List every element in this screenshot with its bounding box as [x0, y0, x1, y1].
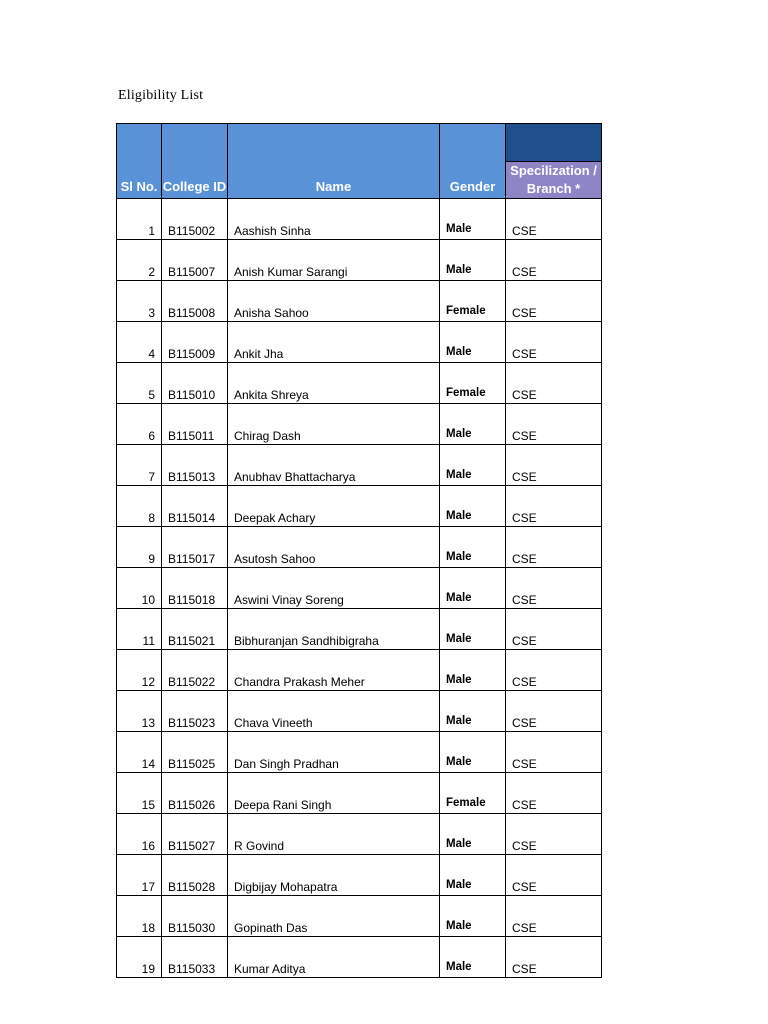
cell-college-id: B115010	[162, 363, 228, 404]
cell-college-id: B115030	[162, 896, 228, 937]
table-header-row	[117, 124, 602, 199]
cell-name: Chava Vineeth	[228, 691, 440, 732]
cell-college-id: B115026	[162, 773, 228, 814]
table-row	[117, 814, 602, 855]
header-specialization-label: Specilization / Branch *	[506, 162, 601, 198]
cell-name: Aashish Sinha	[228, 199, 440, 240]
cell-name: Aswini Vinay Soreng	[228, 568, 440, 609]
cell-gender: Male	[440, 609, 506, 650]
header-specialization	[506, 124, 602, 199]
cell-specialization: CSE	[506, 650, 602, 691]
cell-name: Anubhav Bhattacharya	[228, 445, 440, 486]
cell-name: Chandra Prakash Meher	[228, 650, 440, 691]
cell-sl: 18	[117, 896, 162, 937]
cell-college-id: B115017	[162, 527, 228, 568]
cell-college-id: B115013	[162, 445, 228, 486]
cell-specialization: CSE	[506, 445, 602, 486]
cell-name: Deepa Rani Singh	[228, 773, 440, 814]
cell-specialization: CSE	[506, 527, 602, 568]
cell-gender: Male	[440, 486, 506, 527]
table-row	[117, 773, 602, 814]
cell-college-id: B115009	[162, 322, 228, 363]
cell-sl: 11	[117, 609, 162, 650]
cell-specialization: CSE	[506, 199, 602, 240]
cell-name: Anish Kumar Sarangi	[228, 240, 440, 281]
cell-gender: Female	[440, 281, 506, 322]
cell-name: Digbijay Mohapatra	[228, 855, 440, 896]
table-row	[117, 896, 602, 937]
cell-sl: 12	[117, 650, 162, 691]
cell-gender: Male	[440, 199, 506, 240]
cell-name: Asutosh Sahoo	[228, 527, 440, 568]
cell-name: Deepak Achary	[228, 486, 440, 527]
cell-specialization: CSE	[506, 896, 602, 937]
cell-sl: 9	[117, 527, 162, 568]
cell-sl: 17	[117, 855, 162, 896]
cell-name: Ankit Jha	[228, 322, 440, 363]
cell-gender: Male	[440, 445, 506, 486]
header-sl: Sl No.	[117, 124, 162, 199]
cell-college-id: B115028	[162, 855, 228, 896]
cell-college-id: B115008	[162, 281, 228, 322]
cell-gender: Male	[440, 568, 506, 609]
cell-specialization: CSE	[506, 568, 602, 609]
cell-name: Anisha Sahoo	[228, 281, 440, 322]
cell-sl: 15	[117, 773, 162, 814]
cell-college-id: B115021	[162, 609, 228, 650]
cell-specialization: CSE	[506, 937, 602, 978]
cell-college-id: B115033	[162, 937, 228, 978]
table-row	[117, 240, 602, 281]
cell-specialization: CSE	[506, 404, 602, 445]
cell-gender: Female	[440, 773, 506, 814]
cell-specialization: CSE	[506, 814, 602, 855]
cell-sl: 7	[117, 445, 162, 486]
table-row	[117, 199, 602, 240]
cell-sl: 8	[117, 486, 162, 527]
header-name: Name	[228, 124, 440, 199]
table-row	[117, 486, 602, 527]
table-row	[117, 281, 602, 322]
cell-gender: Male	[440, 404, 506, 445]
cell-specialization: CSE	[506, 732, 602, 773]
cell-college-id: B115007	[162, 240, 228, 281]
cell-sl: 5	[117, 363, 162, 404]
cell-specialization: CSE	[506, 486, 602, 527]
table-row	[117, 937, 602, 978]
cell-name: Bibhuranjan Sandhibigraha	[228, 609, 440, 650]
table-row	[117, 609, 602, 650]
cell-gender: Male	[440, 691, 506, 732]
cell-college-id: B115027	[162, 814, 228, 855]
cell-college-id: B115025	[162, 732, 228, 773]
page-title: Eligibility List	[118, 88, 204, 103]
cell-sl: 2	[117, 240, 162, 281]
cell-college-id: B115023	[162, 691, 228, 732]
cell-gender: Male	[440, 240, 506, 281]
table-row	[117, 527, 602, 568]
cell-gender: Male	[440, 937, 506, 978]
table-row	[117, 568, 602, 609]
table-row	[117, 691, 602, 732]
table-row	[117, 404, 602, 445]
header-spec-band	[506, 124, 601, 162]
header-college-id: College ID	[162, 124, 228, 199]
cell-gender: Male	[440, 650, 506, 691]
cell-name: Kumar Aditya	[228, 937, 440, 978]
cell-specialization: CSE	[506, 281, 602, 322]
cell-specialization: CSE	[506, 322, 602, 363]
table-row	[117, 322, 602, 363]
table-row	[117, 363, 602, 404]
table-row	[117, 855, 602, 896]
cell-specialization: CSE	[506, 609, 602, 650]
header-gender: Gender	[440, 124, 506, 199]
cell-name: Gopinath Das	[228, 896, 440, 937]
cell-gender: Male	[440, 855, 506, 896]
eligibility-table	[116, 123, 602, 978]
cell-sl: 10	[117, 568, 162, 609]
cell-sl: 19	[117, 937, 162, 978]
cell-gender: Male	[440, 896, 506, 937]
cell-gender: Male	[440, 732, 506, 773]
cell-gender: Male	[440, 814, 506, 855]
cell-gender: Male	[440, 322, 506, 363]
cell-sl: 14	[117, 732, 162, 773]
cell-name: Dan Singh Pradhan	[228, 732, 440, 773]
cell-sl: 4	[117, 322, 162, 363]
cell-sl: 3	[117, 281, 162, 322]
cell-gender: Male	[440, 527, 506, 568]
cell-specialization: CSE	[506, 855, 602, 896]
cell-sl: 6	[117, 404, 162, 445]
cell-name: Ankita Shreya	[228, 363, 440, 404]
cell-sl: 1	[117, 199, 162, 240]
cell-specialization: CSE	[506, 691, 602, 732]
cell-name: Chirag Dash	[228, 404, 440, 445]
cell-specialization: CSE	[506, 240, 602, 281]
cell-name: R Govind	[228, 814, 440, 855]
table-row	[117, 445, 602, 486]
cell-specialization: CSE	[506, 773, 602, 814]
cell-college-id: B115002	[162, 199, 228, 240]
table-row	[117, 650, 602, 691]
cell-sl: 16	[117, 814, 162, 855]
cell-gender: Female	[440, 363, 506, 404]
table-row	[117, 732, 602, 773]
cell-college-id: B115014	[162, 486, 228, 527]
cell-college-id: B115022	[162, 650, 228, 691]
cell-college-id: B115011	[162, 404, 228, 445]
cell-sl: 13	[117, 691, 162, 732]
cell-college-id: B115018	[162, 568, 228, 609]
cell-specialization: CSE	[506, 363, 602, 404]
